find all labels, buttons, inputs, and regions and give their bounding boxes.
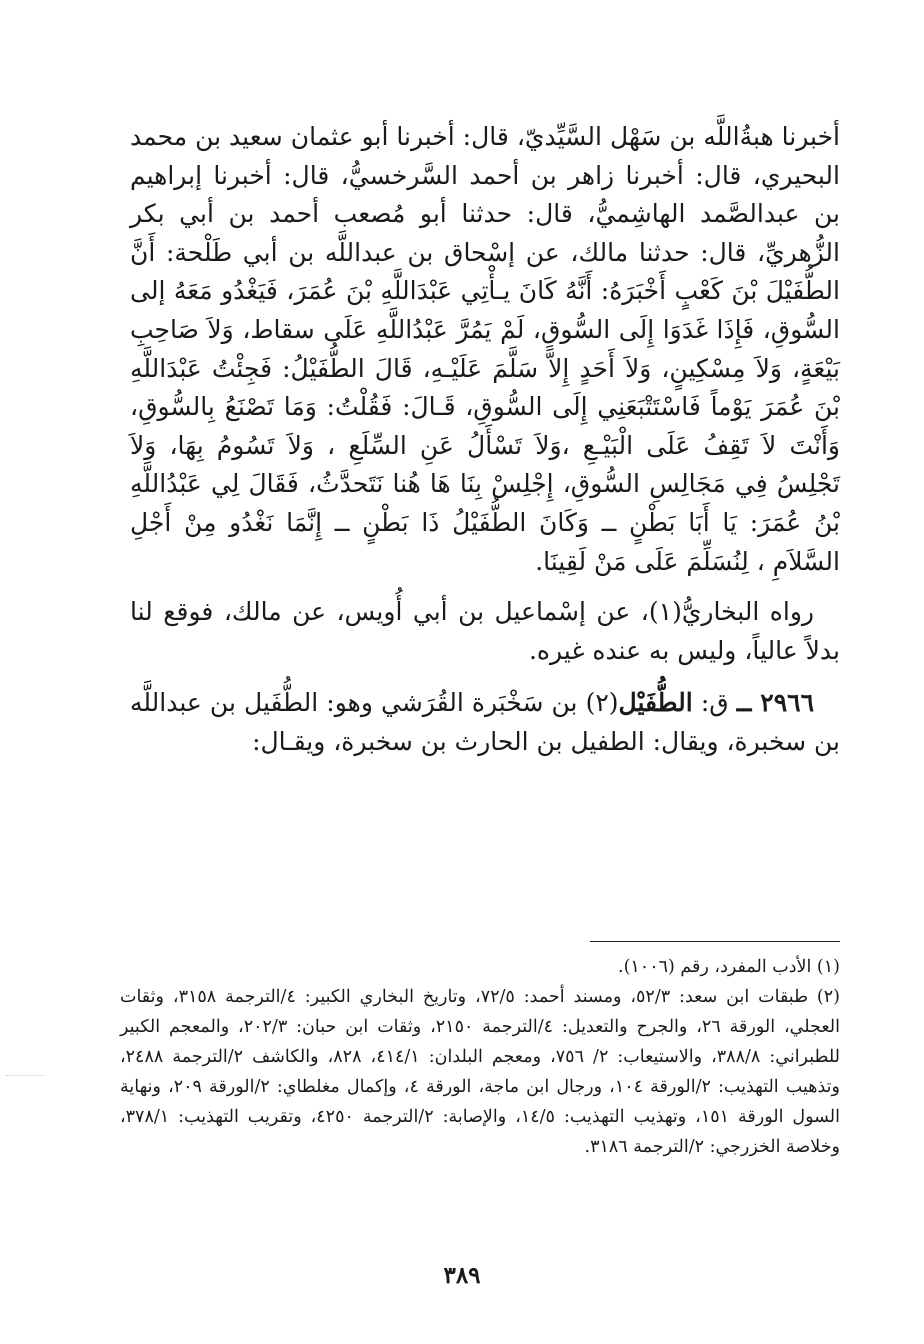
entry-number: ٢٩٦٦ ــ	[736, 688, 814, 718]
footnotes	[120, 952, 840, 1162]
entry-text: (٢) بن سَخْبَرة القُرَشي وهو: الطُّفَيل بن عبداللَّه بن سخبرة، ويقال: الطفيل بن الحارث بن سخبرة، ويقـال:	[130, 688, 840, 756]
biography-entry	[130, 684, 840, 761]
footnote-2: (٢) طبقات ابن سعد: ٥٢/٣، ومسند أحمد: ٧٢/٥، وتاريخ البخاري الكبير: ٤/الترجمة ٣١٥٨، وثقات العجلي، الورقة ٢٦، والجرح والتعديل: ٤/الترجمة ٢١٥٠، وثقات ابن حبان: ٢٠٢/٣، والمعجم الكبير للطبراني: ٣٨٨/٨، والاستيعاب: ٢/ ٧٥٦، ومعجم البلدان: ٤١٤/١، ٨٢٨، والكاشف ٢/الترجمة ٢٤٨٨، وتذهيب التهذيب: ٢/الورقة ١٠٤، ورجال ابن ماجة، الورقة ٤، وإكمال مغلطاي: ٢/الورقة ٢٠٩، ونهاية السول الورقة ١٥١، وتهذيب التهذيب: ١٤/٥، والإصابة: ٢/الترجمة ٤٢٥٠، وتقريب التهذيب: ٣٧٨/١، وخلاصة الخزرجي: ٢/الترجمة ٣١٨٦.	[120, 987, 840, 1157]
scan-margin-mark	[6, 1075, 44, 1076]
page-number: ٣٨٩	[443, 1262, 481, 1289]
footnote-1: (١) الأدب المفرد، رقم (١٠٠٦).	[618, 957, 840, 977]
main-text	[130, 118, 840, 762]
footnote-separator	[590, 941, 840, 942]
entry-name: الطُّفَيْل	[618, 688, 693, 718]
narration-note-paragraph: رواه البخاريُّ(١)، عن إسْماعيل بن أبي أُويس، عن مالك، فوقع لنا بدلاً عالياً، وليس به عنده غيره.	[130, 597, 840, 665]
entry-prefix: ق:	[692, 688, 729, 718]
hadith-paragraph: أخبرنا هبةُاللَّه بن سَهْل السَّيِّديّ، قال: أخبرنا أبو عثمان سعيد بن محمد البحيري، قال: أخبرنا زاهر بن أحمد السَّرخسيُّ، قال: أخبرنا إبراهيم بن عبدالصَّمد الهاشِميُّ، قال: حدثنا أبو مُصعب أحمد بن أبي بكر الزُّهريِّ، قال: حدثنا مالك، عن إسْحاق بن عبداللَّه بن أبي طَلْحة: أَنَّ الطُّفَيْلَ بْنَ كَعْبٍ أَخْبَرَهُ: أَنَّهُ كَانَ يـأْتِي عَبْدَاللَّهِ بْنَ عُمَرَ، فَيَغْدُو مَعَهُ إلى السُّوقِ، فَإِذَا غَدَوَا إِلَى السُّوقِ، لَمْ يَمُرَّ عَبْدُاللَّهِ عَلَى سقاط، وَلاَ صَاحِبِ بَيْعَةٍ، وَلاَ مِسْكِينٍ، وَلاَ أَحَدٍ إِلاَّ سَلَّمَ عَلَيْـهِ، قَالَ الطُّفَيْلُ: فَجِئْتُ عَبْدَاللَّهِ بْنَ عُمَرَ يَوْماً فَاسْتَتْبَعَنِي إِلَى السُّوقِ، قَـالَ: فَقُلْتُ: وَمَا تَصْنَعُ بِالسُّوقِ، وَأَنْتَ لاَ تَقِفُ عَلَى الْبَيْـعِ ،وَلاَ تَسْأَلُ عَنِ السِّلَعِ ، وَلاَ تَسُومُ بِهَا، وَلاَ تَجْلِسُ فِي مَجَالِسِ السُّوقِ، إِجْلِسْ بِنَا هَا هُنا نَتَحدَّثُ، فَقَالَ لِي عَبْدُاللَّهِ بْنُ عُمَرَ: يَا أَبَا بَطْنٍ ــ وَكَانَ الطُّفَيْلُ ذَا بَطْنٍ ــ إِنَّمَا نَغْدُو مِنْ أَجْلِ السَّلاَمِ ، لِنُسَلِّمَ عَلَى مَنْ لَقِينَا.	[130, 122, 840, 576]
